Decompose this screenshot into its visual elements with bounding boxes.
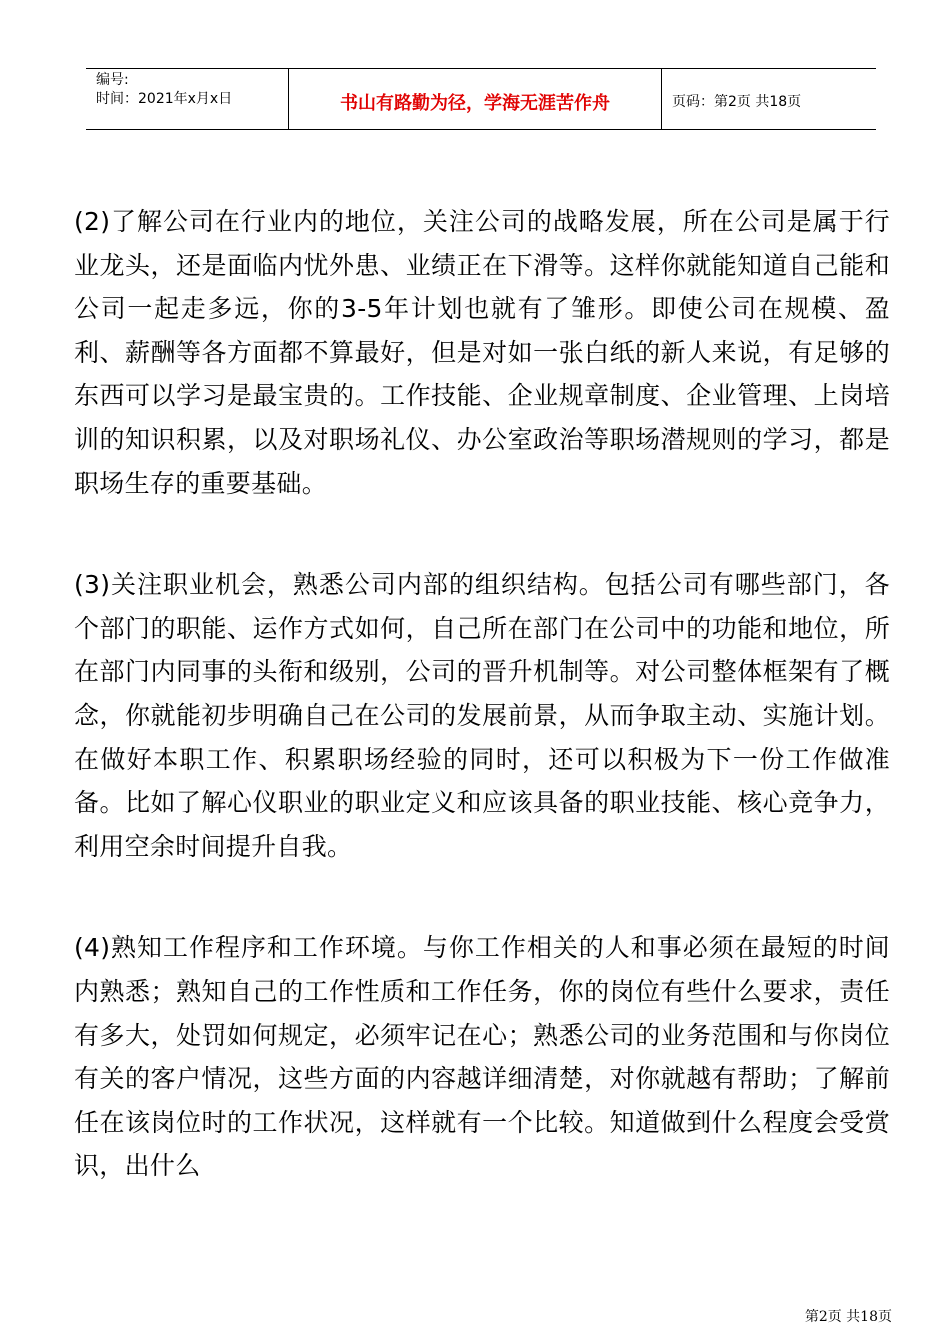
document-body: [74, 200, 890, 1246]
page-header: [86, 68, 876, 130]
header-page-number: 页码：第2页 共18页: [672, 94, 802, 110]
paragraph-3: (3)关注职业机会，熟悉公司内部的组织结构。包括公司有哪些部门，各个部门的职能、运作方式如何，自己所在部门在公司中的功能和地位，所在部门内同事的头衔和级别，公司的晋升机制等。对公司整体框架有了概念，你就能初步明确自己在公司的发展前景，从而争取主动、实施计划。在做好本职工作、积累职场经验的同时，还可以积极为下一份工作做准备。比如了解心仪职业的职业定义和应该具备的职业技能、核心竞争力，利用空余时间提升自我。: [74, 570, 890, 861]
header-meta-cell: [86, 69, 288, 129]
header-motto-cell: [288, 69, 662, 129]
header-page-cell: [662, 69, 876, 129]
header-motto: 书山有路勤为径，学海无涯苦作舟: [340, 93, 610, 114]
paragraph-2: (2)了解公司在行业内的地位，关注公司的战略发展，所在公司是属于行业龙头，还是面临内忧外患、业绩正在下滑等。这样你就能知道自己能和公司一起走多远，你的3-5年计划也就有了雏形。即使公司在规模、盈利、薪酬等各方面都不算最好，但是对如一张白纸的新人来说，有足够的东西可以学习是最宝贵的。工作技能、企业规章制度、企业管理、上岗培训的知识积累，以及对职场礼仪、办公室政治等职场潜规则的学习，都是职场生存的重要基础。: [74, 207, 890, 498]
document-time-label: 时间：2021年x月x日: [96, 91, 233, 107]
document-number-label: 编号:: [96, 72, 129, 88]
paragraph-4: (4)熟知工作程序和工作环境。与你工作相关的人和事必须在最短的时间内熟悉；熟知自己的工作性质和工作任务，你的岗位有些什么要求，责任有多大，处罚如何规定，必须牢记在心；熟悉公司的业务范围和与你岗位有关的客户情况，这些方面的内容越详细清楚，对你就越有帮助；了解前任在该岗位时的工作状况，这样就有一个比较。知道做到什么程度会受赏识，出什么: [74, 933, 890, 1181]
footer-page-number: 第2页 共18页: [804, 1309, 892, 1325]
